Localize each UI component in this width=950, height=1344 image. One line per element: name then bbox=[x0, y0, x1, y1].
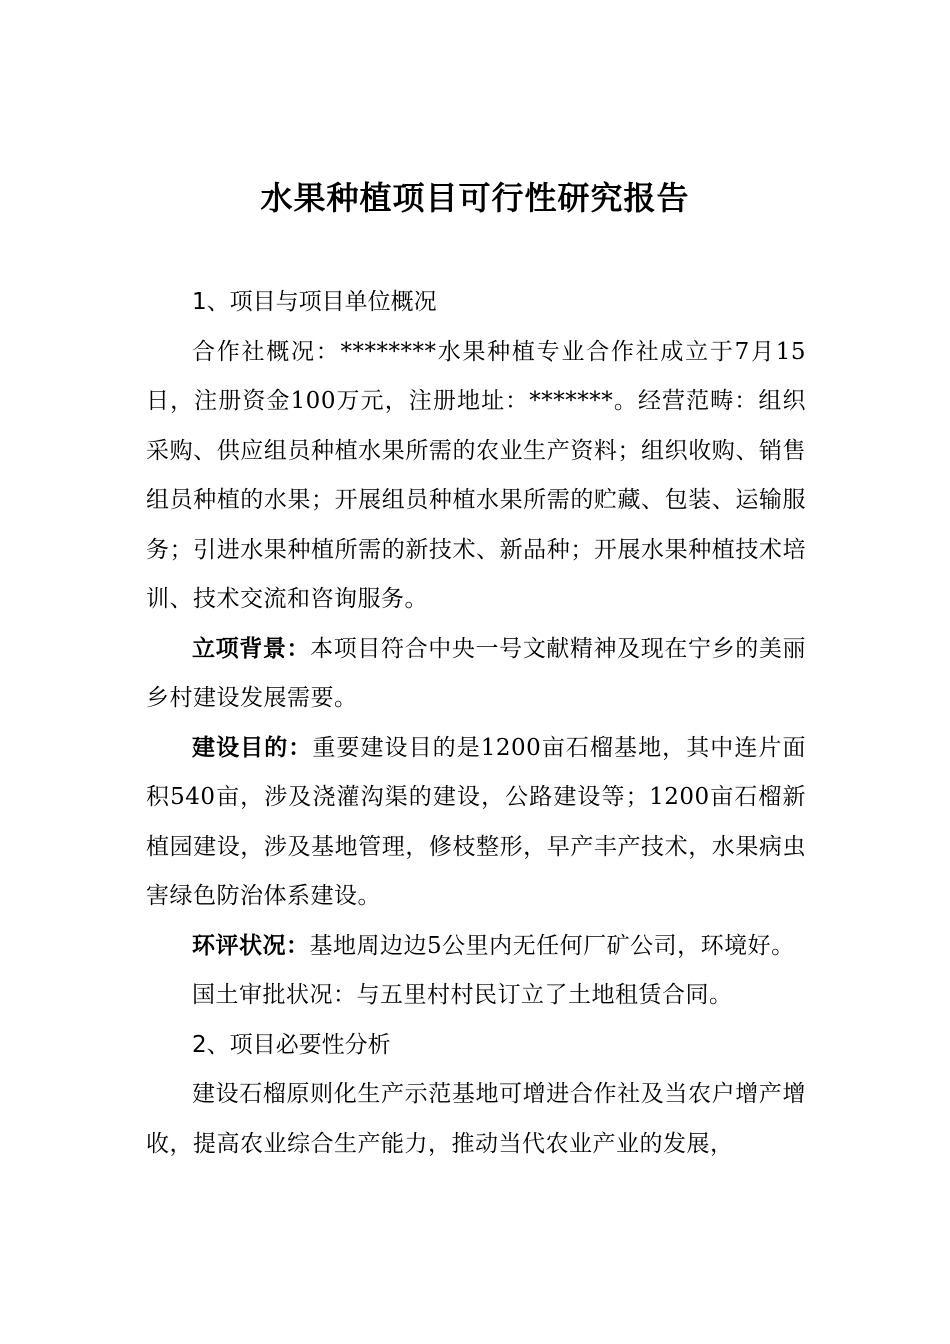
env-paragraph bbox=[146, 922, 806, 972]
purpose-text: 重要建设目的是1200亩石榴基地，其中连片面积540亩，涉及浇灌沟渠的建设，公路建设等；1200亩石榴新植园建设，涉及基地管理，修枝整形，早产丰产技术，水果病虫害绿色防治体系建设。 bbox=[146, 734, 806, 909]
coop-overview-paragraph: 合作社概况：********水果种植专业合作社成立于7月15日，注册资金100万元，注册地址：*******。经营范畴：组织采购、供应组员种植水果所需的农业生产资料；组织收购、销售组员种植的水果；开展组员种植水果所需的贮藏、包装、运输服务；引进水果种植所需的新技术、新品种；开展水果种植技术培训、技术交流和咨询服务。 bbox=[146, 338, 806, 612]
section2-heading: 2、项目必要性分析 bbox=[192, 1031, 391, 1058]
document-title: 水果种植项目可行性研究报告 bbox=[260, 179, 690, 217]
env-text: 基地周边边5公里内无任何厂矿公司，环境好。 bbox=[309, 932, 795, 959]
document-body bbox=[146, 278, 806, 1169]
section1-heading: 1、项目与项目单位概况 bbox=[192, 289, 437, 315]
background-text: 本项目符合中央一号文献精神及现在宁乡的美丽乡村建设发展需要。 bbox=[146, 635, 807, 711]
env-label: 环评状况： bbox=[192, 932, 310, 959]
purpose-paragraph bbox=[146, 724, 806, 922]
land-approval-paragraph: 国土审批状况：与五里村村民订立了土地租赁合同。 bbox=[192, 982, 733, 1008]
background-label: 立项背景： bbox=[192, 635, 311, 662]
background-paragraph bbox=[146, 625, 806, 724]
purpose-label: 建设目的： bbox=[192, 734, 313, 761]
section2-paragraph: 建设石榴原则化生产示范基地可增进合作社及当农户增产增收，提高农业综合生产能力，推动当代农业产业的发展， bbox=[146, 1081, 806, 1157]
